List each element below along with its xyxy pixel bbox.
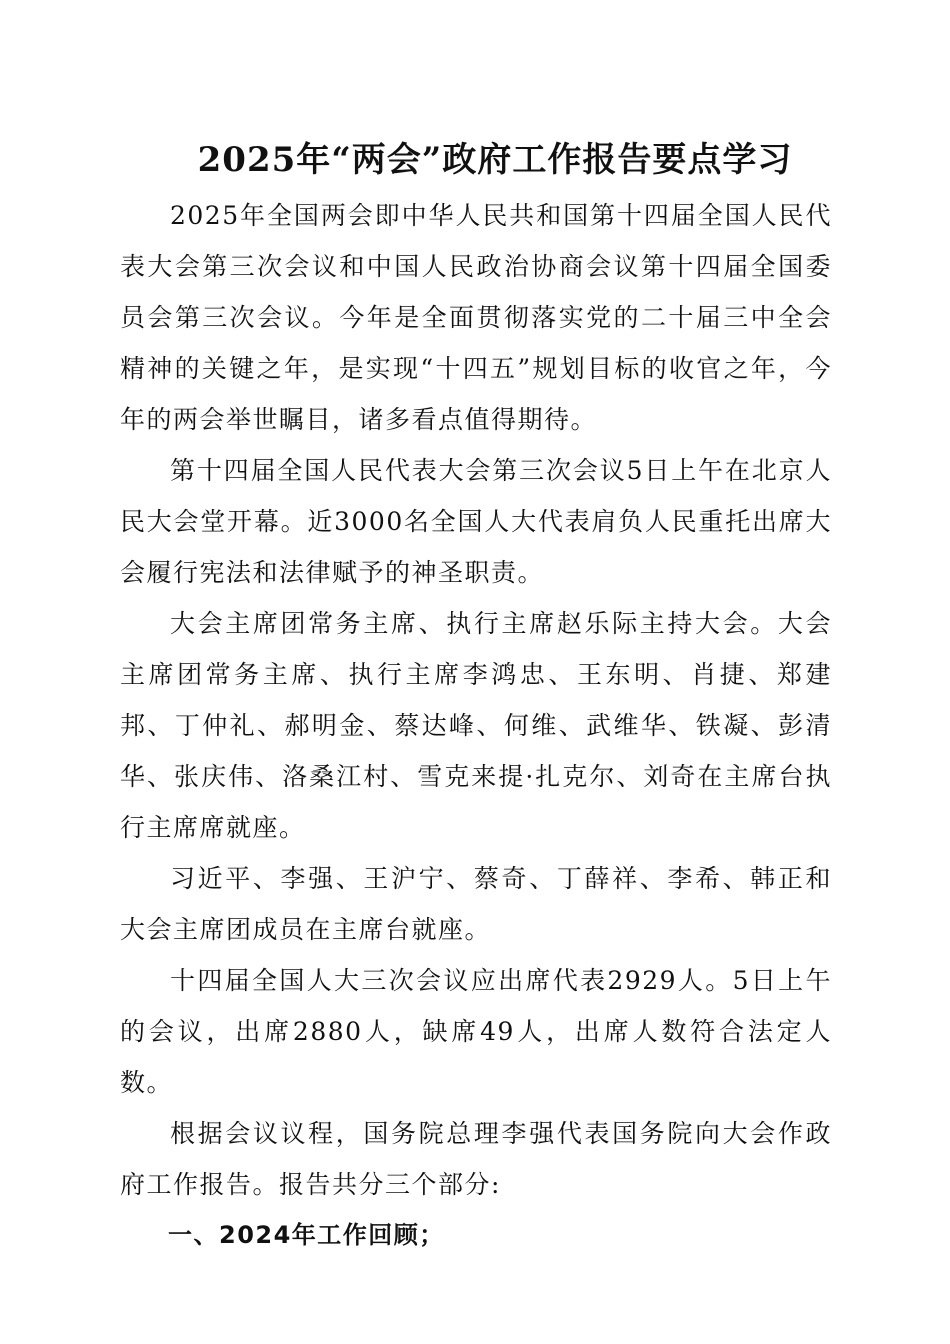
section-heading: 一、2024年工作回顾； <box>168 1221 445 1249</box>
paragraph-presidium: 大会主席团常务主席、执行主席赵乐际主持大会。大会主席团常务主席、执行主席李鸿忠、王东明、肖捷、郑建邦、丁仲礼、郝明金、蔡达峰、何维、武维华、铁凝、彭清华、张庆伟、洛桑江村、雪克来提·扎克尔、刘奇在主席台执行主席席就座。 <box>120 609 832 842</box>
paragraph-report: 根据会议议程，国务院总理李强代表国务院向大会作政府工作报告。报告共分三个部分: <box>120 1119 832 1199</box>
paragraph-leaders: 习近平、李强、王沪宁、蔡奇、丁薛祥、李希、韩正和大会主席团成员在主席台就座。 <box>120 864 832 944</box>
paragraph-intro: 2025年全国两会即中华人民共和国第十四届全国人民代表大会第三次会议和中国人民政治协商会议第十四届全国委员会第三次会议。今年是全面贯彻落实党的二十届三中全会精神的关键之年，是实现“十四五”规划目标的收官之年，今年的两会举世瞩目，诸多看点值得期待。 <box>120 201 832 434</box>
paragraph-opening: 第十四届全国人民代表大会第三次会议5日上午在北京人民大会堂开幕。近3000名全国人大代表肩负人民重托出席大会履行宪法和法律赋予的神圣职责。 <box>120 456 832 587</box>
paragraph-attendance: 十四届全国人大三次会议应出席代表2929人。5日上午的会议，出席2880人，缺席49人，出席人数符合法定人数。 <box>120 966 832 1097</box>
document-title: 2025年“两会”政府工作报告要点学习 <box>197 140 793 180</box>
document-body <box>120 190 832 1261</box>
